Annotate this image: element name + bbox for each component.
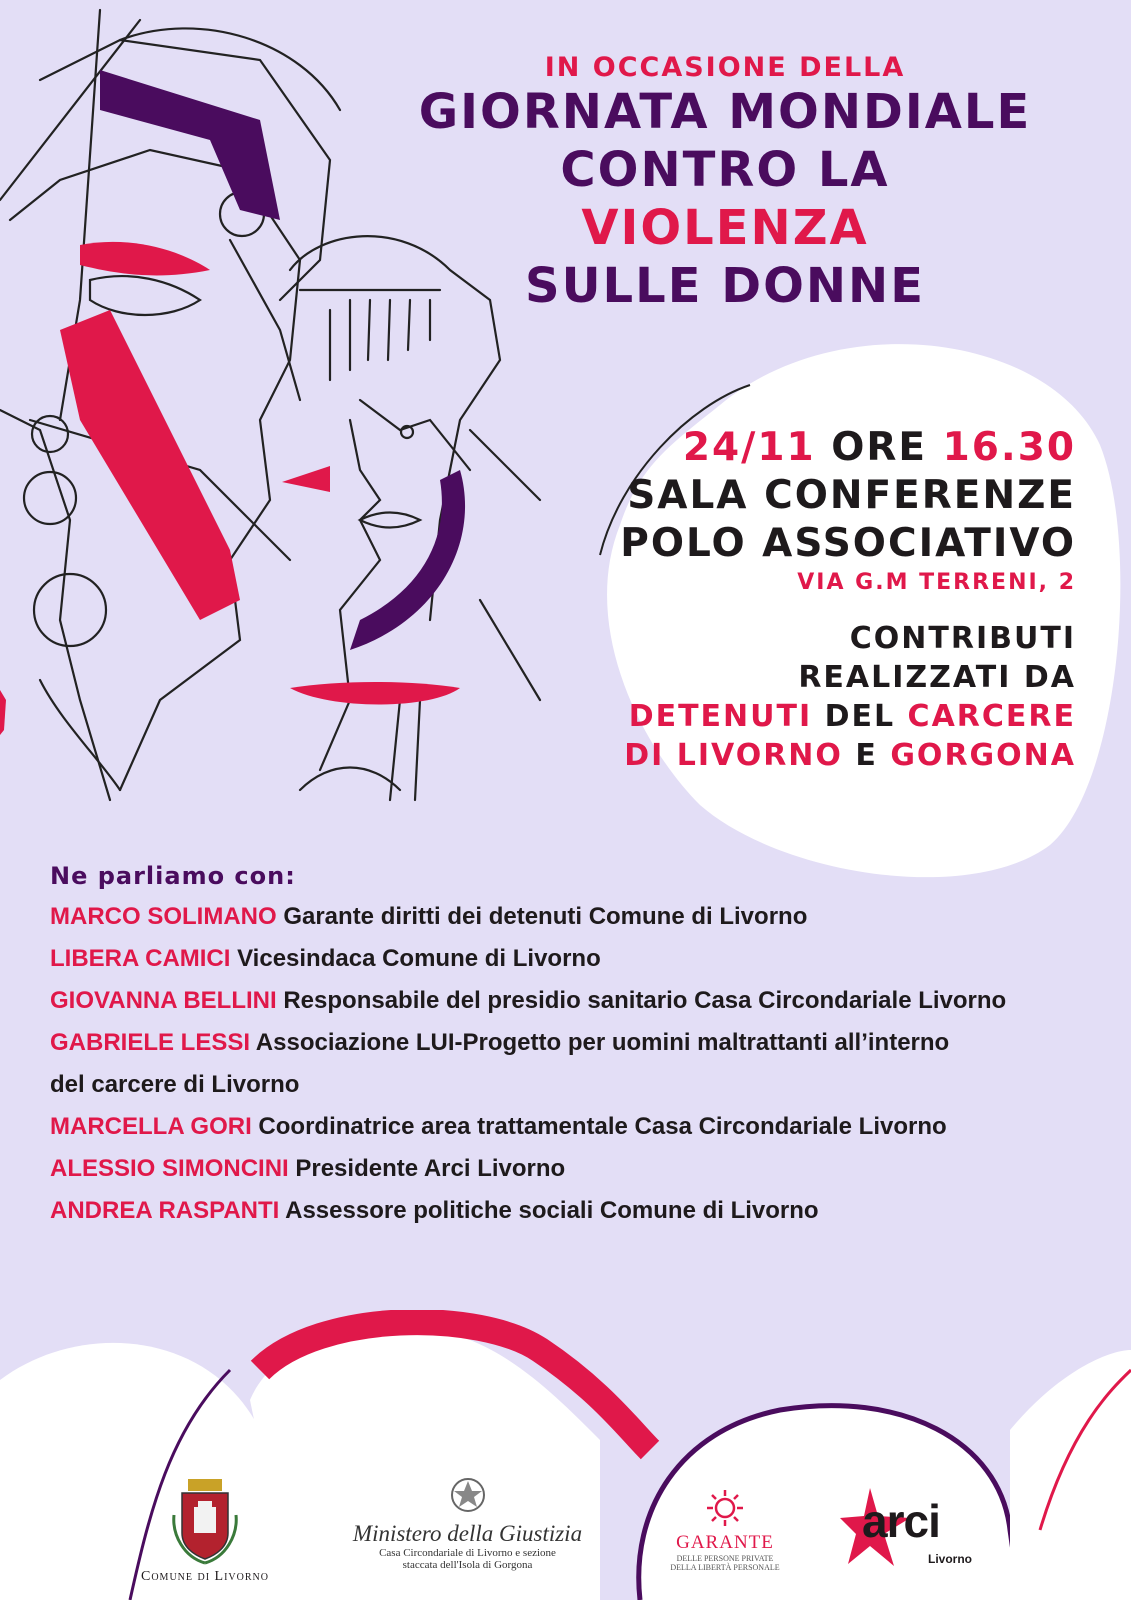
speaker-role: Garante diritti dei detenuti Comune di Livorno [276,903,808,930]
contrib-line3 [516,697,1076,736]
ministero-title: Ministero della Giustizia [352,1521,583,1546]
contrib-line4 [516,736,1076,775]
contrib-line1: CONTRIBUTI [849,621,1076,656]
event-time: 16.30 [942,425,1076,470]
speaker-role: Coordinatrice area trattamentale Casa Circondariale Livorno [251,1113,947,1140]
speaker-role: Associazione LUI-Progetto per uomini maltrattanti all’interno del carcere di Livorno [50,1029,950,1098]
speakers-title: Ne parliamo con: [50,862,296,890]
arci-title: arci [862,1495,940,1547]
livorno-crest-icon [170,1475,240,1565]
ministero-sub1: Casa Circondariale di Livorno e sezione [379,1547,556,1559]
speaker-item [50,980,1050,1022]
garante-title: GARANTE [676,1532,774,1553]
speaker-item [50,1106,1110,1148]
speaker-role: Assessore politiche sociali Comune di Livorno [279,1197,819,1224]
headline-line3: SULLE DONNE [525,258,925,314]
event-ore-label: ORE [815,425,943,470]
italian-emblem-icon [448,1475,488,1517]
speaker-role: Responsabile del presidio sanitario Casa Circondariale Livorno [276,987,1007,1014]
garante-sub2: DELLA LIBERTÀ PERSONALE [670,1563,780,1572]
logo-garante [655,1488,795,1572]
speaker-item [50,1190,1110,1232]
contributions [516,619,1076,775]
intro-text: IN OCCASIONE DELLA [544,52,906,83]
garante-sub1: DELLE PERSONE PRIVATE [676,1554,774,1563]
event-details [516,424,1076,775]
contrib-detenuti: DETENUTI [628,699,813,734]
speaker-item [50,1148,1110,1190]
speaker-name: ALESSIO SIMONCINI [50,1155,289,1182]
contrib-del: DEL [812,699,908,734]
logo-comune-text: Comune di Livorno [141,1569,269,1584]
logo-arci [840,1488,1000,1578]
speaker-name: ANDREA RASPANTI [50,1197,280,1224]
speaker-item [50,1022,950,1106]
contrib-line2: REALIZZATI DA [798,660,1076,695]
arci-subtitle: Livorno [928,1552,972,1566]
contrib-gorgona: GORGONA [890,738,1076,773]
contrib-carcere: CARCERE [907,699,1076,734]
event-date: 24/11 [682,425,816,470]
speaker-name: GABRIELE LESSI [50,1029,251,1056]
venue-line1: SALA CONFERENZE [627,473,1076,518]
speaker-name: MARCO SOLIMANO [50,903,277,930]
contrib-livorno: DI LIVORNO [624,738,843,773]
ministero-sub2: staccata dell'Isola di Gorgona [402,1559,533,1571]
speaker-role: Presidente Arci Livorno [288,1155,566,1182]
speakers-list [50,862,1110,1232]
speaker-item [50,938,1110,980]
event-datetime [516,424,1076,472]
logo-ministero [335,1475,600,1571]
headline-line2-prefix: CONTRO LA [560,142,890,198]
venue-address: VIA G.M TERRENI, 2 [797,570,1076,595]
speaker-name: LIBERA CAMICI [50,945,231,972]
headline-violenza: VIOLENZA [581,200,869,256]
event-headline [415,52,1035,315]
speaker-role: Vicesindaca Comune di Livorno [230,945,601,972]
speaker-name: MARCELLA GORI [50,1113,252,1140]
headline-line1: GIORNATA MONDIALE [418,84,1032,140]
speaker-name: GIOVANNA BELLINI [50,987,277,1014]
venue-line2: POLO ASSOCIATIVO [620,521,1076,566]
speaker-item [50,896,1110,938]
contrib-e: E [842,738,891,773]
logo-comune-livorno [125,1475,285,1585]
sun-icon [705,1488,745,1528]
headline-line2 [415,141,1035,257]
